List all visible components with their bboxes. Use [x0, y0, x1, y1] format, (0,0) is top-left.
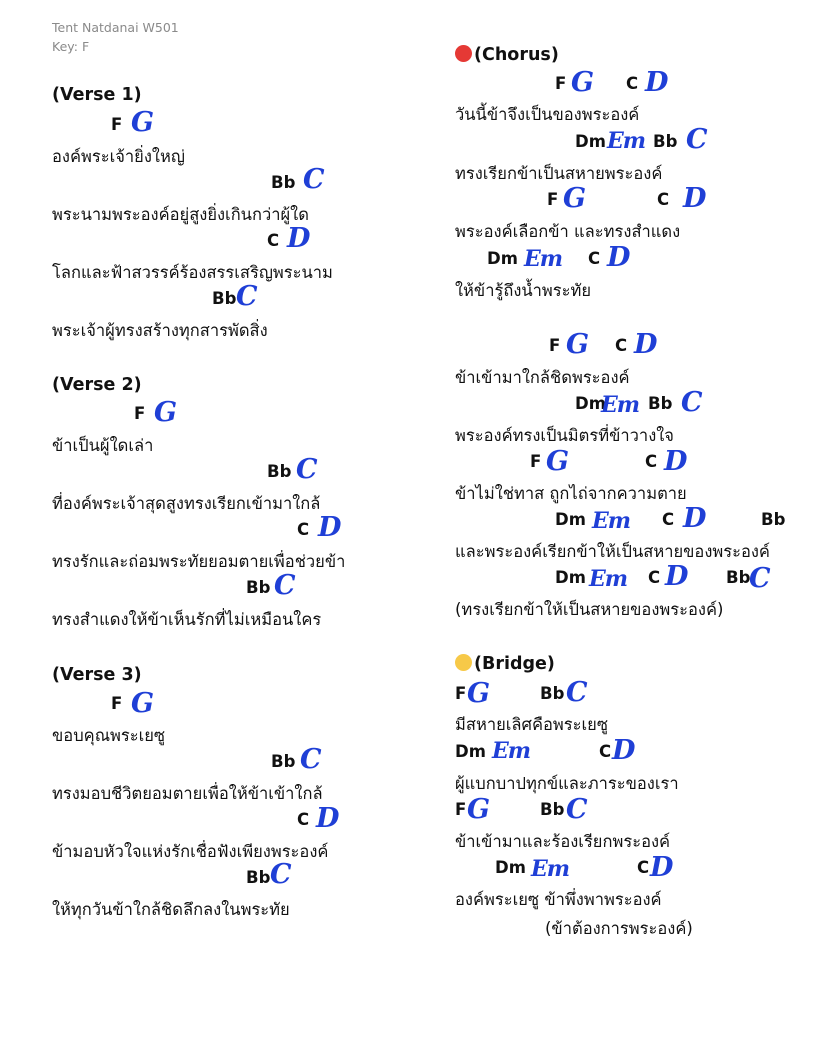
handwritten-chord: C	[566, 794, 588, 825]
chord: C	[662, 510, 675, 529]
handwritten-chord: G	[566, 329, 590, 360]
chord: F	[530, 452, 542, 471]
handwritten-chord: Em	[601, 392, 640, 418]
chord: C	[637, 858, 650, 877]
chord: C	[599, 742, 612, 761]
lyric-line: ข้าเป็นผู้ใดเล่า	[52, 436, 154, 455]
lyric-line: ทรงเรียกข้าเป็นสหายพระองค์	[455, 164, 663, 183]
chord: Dm	[455, 742, 486, 761]
verse3-title: (Verse 3)	[52, 665, 142, 685]
handwritten-chord: C	[300, 744, 322, 775]
chord: C	[626, 74, 639, 93]
lyric-line: พระนามพระองค์อยู่สูงยิ่งเกินกว่าผู้ใด	[52, 205, 309, 224]
chord: Bb	[540, 800, 565, 819]
verse1-title: (Verse 1)	[52, 85, 142, 105]
lyric-line: องค์พระเยซู ข้าพึ่งพาพระองค์	[455, 890, 662, 909]
lyric-line: (ข้าต้องการพระองค์)	[545, 919, 693, 938]
chord: C	[648, 568, 661, 587]
chord: F	[455, 800, 467, 819]
verse2-title: (Verse 2)	[52, 375, 142, 395]
handwritten-chord: G	[546, 446, 570, 477]
chord: Dm	[495, 858, 526, 877]
handwritten-chord: C	[296, 454, 318, 485]
chord: Bb	[761, 510, 786, 529]
handwritten-chord: G	[154, 397, 178, 428]
chord: Bb	[246, 578, 271, 597]
lyric-line: ทรงสำแดงให้ข้าเห็นรักที่ไม่เหมือนใคร	[52, 610, 322, 629]
handwritten-chord: D	[683, 183, 707, 214]
lyric-line: ขอบคุณพระเยซู	[52, 726, 166, 745]
chord: Dm	[555, 510, 586, 529]
handwritten-chord: C	[303, 164, 325, 195]
lyric-line: วันนี้ข้าจึงเป็นของพระองค์	[455, 105, 640, 124]
lyric-line: ข้าเข้ามาใกล้ชิดพระองค์	[455, 368, 630, 387]
chord: Bb	[212, 289, 237, 308]
handwritten-chord: G	[131, 688, 155, 719]
chord: F	[549, 336, 561, 355]
handwritten-chord: Em	[607, 128, 646, 154]
chord: Dm	[575, 394, 606, 413]
handwritten-chord: G	[467, 678, 491, 709]
chorus-title-text: (Chorus)	[474, 45, 559, 65]
handwritten-chord: D	[665, 561, 689, 592]
chord: C	[267, 231, 280, 250]
chord: C	[297, 810, 310, 829]
chord: F	[455, 684, 467, 703]
handwritten-chord: C	[274, 570, 296, 601]
red-circle-icon	[455, 45, 472, 62]
handwritten-chord: D	[607, 242, 631, 273]
chord: Bb	[271, 173, 296, 192]
chord: Bb	[540, 684, 565, 703]
handwritten-chord: D	[287, 223, 311, 254]
chord: Dm	[575, 132, 606, 151]
lyric-line: และพระองค์เรียกข้าให้เป็นสหายของพระองค์	[455, 542, 770, 561]
chord: C	[588, 249, 601, 268]
chord: Bb	[267, 462, 292, 481]
handwritten-chord: C	[681, 387, 703, 418]
lyric-line: ข้าไม่ใช่ทาส ถูกไถ่จากความตาย	[455, 484, 687, 503]
chord: F	[134, 404, 146, 423]
chord: F	[555, 74, 567, 93]
handwritten-chord: G	[467, 794, 491, 825]
handwritten-chord: Em	[524, 246, 563, 272]
handwritten-chord: D	[612, 735, 636, 766]
handwritten-chord: Em	[592, 508, 631, 534]
lyric-line: องค์พระเจ้ายิ่งใหญ่	[52, 147, 185, 166]
key-label: Key: F	[52, 39, 90, 54]
handwritten-chord: D	[650, 852, 674, 883]
chord: Dm	[487, 249, 518, 268]
handwritten-chord: D	[318, 512, 342, 543]
lyric-line: พระองค์เลือกข้า และทรงสำแดง	[455, 222, 681, 241]
handwritten-chord: G	[131, 107, 155, 138]
chord: F	[547, 190, 559, 209]
handwritten-chord: D	[683, 503, 707, 534]
handwritten-chord: D	[316, 803, 340, 834]
chord: Bb	[271, 752, 296, 771]
lyric-line: ข้ามอบหัวใจแห่งรักเชื่อฟังเพียงพระองค์	[52, 842, 329, 861]
lyric-line: พระเจ้าผู้ทรงสร้างทุกสารพัดสิ่ง	[52, 321, 268, 340]
chord: C	[297, 520, 310, 539]
lyric-line: ให้ข้ารู้ถึงน้ำพระทัย	[455, 281, 592, 300]
handwritten-chord: G	[563, 183, 587, 214]
lyric-line: ที่องค์พระเจ้าสุดสูงทรงเรียกเข้ามาใกล้	[52, 494, 321, 513]
chord: Bb	[246, 868, 271, 887]
chord: C	[657, 190, 670, 209]
handwritten-chord: D	[634, 329, 658, 360]
handwritten-chord: C	[686, 124, 708, 155]
handwritten-chord: C	[749, 563, 771, 594]
lyric-line: มีสหายเลิศคือพระเยซู	[455, 715, 609, 734]
bridge-title-text: (Bridge)	[474, 654, 555, 674]
handwritten-chord: D	[645, 67, 669, 98]
handwritten-chord: Em	[531, 856, 570, 882]
yellow-circle-icon	[455, 654, 472, 671]
chord: C	[645, 452, 658, 471]
chord: Bb	[726, 568, 751, 587]
handwritten-chord: D	[664, 446, 688, 477]
chord: Bb	[653, 132, 678, 151]
chord: F	[111, 694, 123, 713]
lyric-line: พระองค์ทรงเป็นมิตรที่ข้าวางใจ	[455, 426, 674, 445]
handwritten-chord: C	[566, 677, 588, 708]
handwritten-chord: C	[236, 281, 258, 312]
chord: C	[615, 336, 628, 355]
lyric-line: ทรงมอบชีวิตยอมตายเพื่อให้ข้าเข้าใกล้	[52, 784, 323, 803]
lyric-line: โลกและฟ้าสวรรค์ร้องสรรเสริญพระนาม	[52, 263, 333, 282]
lyric-line: ให้ทุกวันข้าใกล้ชิดลึกลงในพระทัย	[52, 900, 290, 919]
handwritten-chord: Em	[589, 566, 628, 592]
lyric-line: ทรงรักและถ่อมพระทัยยอมตายเพื่อช่วยข้า	[52, 552, 346, 571]
handwritten-chord: C	[270, 859, 292, 890]
author-label: Tent Natdanai W501	[52, 20, 179, 35]
chorus-title	[455, 45, 559, 65]
bridge-title	[455, 654, 555, 674]
lyric-line: ข้าเข้ามาและร้องเรียกพระองค์	[455, 832, 671, 851]
handwritten-chord: Em	[492, 738, 531, 764]
lyric-line: (ทรงเรียกข้าให้เป็นสหายของพระองค์)	[455, 600, 724, 619]
chord: Bb	[648, 394, 673, 413]
chord: Dm	[555, 568, 586, 587]
lyric-line: ผู้แบกบาปทุกข์และภาระของเรา	[455, 774, 679, 793]
chord: F	[111, 115, 123, 134]
handwritten-chord: G	[571, 67, 595, 98]
